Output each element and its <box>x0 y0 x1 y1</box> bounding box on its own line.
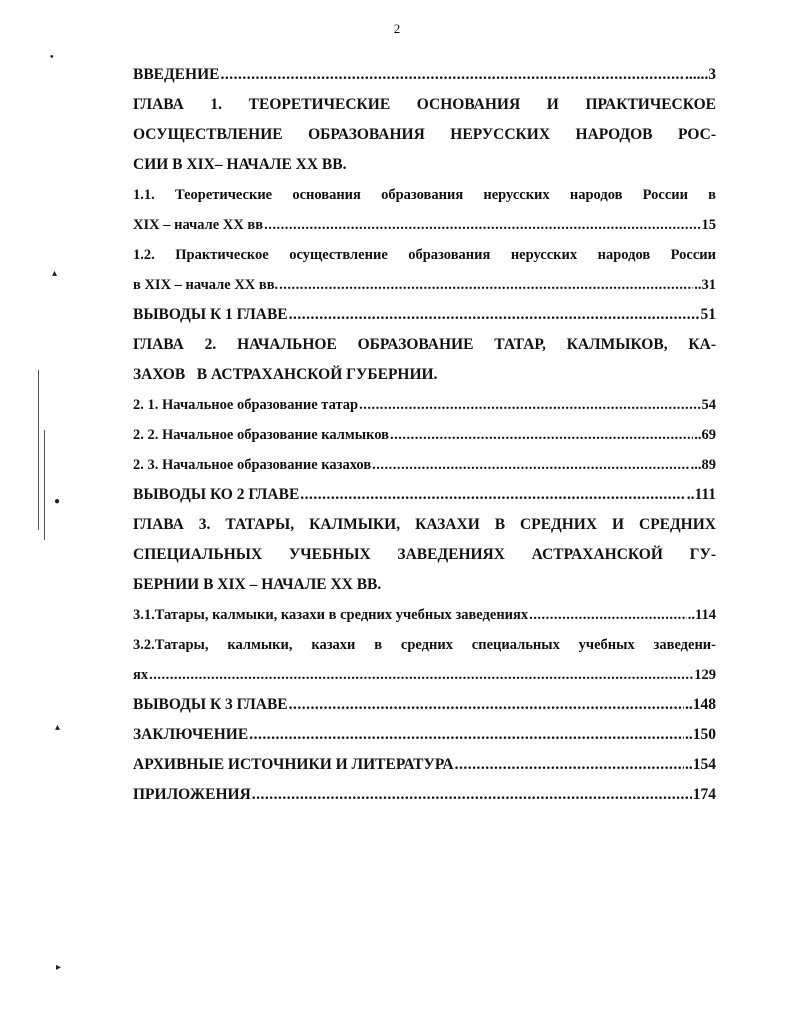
toc-entry-conclusions-3[interactable] <box>133 690 716 720</box>
toc-entry-page: 51 <box>700 306 716 323</box>
toc-entry-label: ВВЕДЕНИЕ <box>133 66 220 83</box>
dot-leader <box>372 450 689 480</box>
chapter-3-heading[interactable]: БЕРНИИ В XIX – НАЧАЛЕ XX ВВ. <box>133 576 382 593</box>
scan-mark: ▴ <box>55 722 61 733</box>
toc-entry-label: ВЫВОДЫ К 1 ГЛАВЕ <box>133 306 288 323</box>
toc-entry-sources[interactable] <box>133 750 716 780</box>
chapter-3-heading[interactable]: СПЕЦИАЛЬНЫХ УЧЕБНЫХ ЗАВЕДЕНИЯХ АСТРАХАНСКОЙ ГУ- <box>133 546 716 563</box>
section-1-2-entry[interactable] <box>133 270 716 300</box>
chapter-3-heading[interactable]: ГЛАВА 3. ТАТАРЫ, КАЛМЫКИ, КАЗАХИ В СРЕДНИХ И СРЕДНИХ <box>133 516 716 533</box>
dot-leader <box>264 210 700 240</box>
dot-leader <box>289 690 684 720</box>
section-3-2-line[interactable]: 3.2.Татары, калмыки, казахи в средних специальных учебных заведени- <box>133 637 716 653</box>
scan-mark: ● <box>54 496 61 507</box>
dot-leader <box>249 720 684 750</box>
section-2-1-entry[interactable] <box>133 390 716 420</box>
toc-entry-label: АРХИВНЫЕ ИСТОЧНИКИ И ЛИТЕРАТУРА <box>133 756 454 773</box>
toc-entry-page: ..150 <box>685 726 716 743</box>
section-1-1-entry[interactable] <box>133 210 716 240</box>
toc-entry-page: ..114 <box>687 607 716 623</box>
scan-mark: ▸ <box>56 962 62 973</box>
dot-leader <box>289 300 700 330</box>
toc-entry-label: ЗАКЛЮЧЕНИЕ <box>133 726 249 743</box>
section-3-2-entry[interactable] <box>133 660 716 690</box>
toc-entry-page: ..148 <box>685 696 716 713</box>
toc-entry-label: ях <box>133 667 149 683</box>
chapter-2-heading[interactable]: ЗАХОВ В АСТРАХАНСКОЙ ГУБЕРНИИ. <box>133 366 438 383</box>
toc-entry-label: 2. 2. Начальное образование калмыков <box>133 427 389 443</box>
toc-entry-label: в XIX – начале XX вв. <box>133 277 279 293</box>
dot-leader <box>252 780 692 810</box>
dot-leader <box>390 420 693 450</box>
dot-leader <box>455 750 684 780</box>
dot-leader <box>359 390 700 420</box>
table-of-contents <box>133 60 716 810</box>
page-number: 2 <box>393 21 401 36</box>
scan-mark: ▴ <box>52 268 58 279</box>
dot-leader <box>279 270 693 300</box>
section-1-1-line[interactable]: 1.1. Теоретические основания образования нерусских народов России в <box>133 187 716 203</box>
chapter-1-heading[interactable]: ГЛАВА 1. ТЕОРЕТИЧЕСКИЕ ОСНОВАНИЯ И ПРАКТИЧЕСКОЕ <box>133 96 716 113</box>
toc-entry-page: 15 <box>701 217 716 233</box>
toc-entry-conclusions-2[interactable] <box>133 480 716 510</box>
toc-entry-page: 54 <box>701 397 716 413</box>
toc-entry-page: ..69 <box>694 427 716 443</box>
toc-entry-page: ......3 <box>685 66 716 83</box>
section-3-1-entry[interactable] <box>133 600 716 630</box>
toc-entry-label: XIX – начале XX вв <box>133 217 264 233</box>
scan-edge-line <box>44 430 45 540</box>
dot-leader <box>529 600 687 630</box>
toc-entry-page: 174 <box>692 786 716 803</box>
toc-entry-label: ВЫВОДЫ К 3 ГЛАВЕ <box>133 696 288 713</box>
toc-entry-page: ..31 <box>694 277 716 293</box>
toc-entry-label: 3.1.Татары, калмыки, казахи в средних учебных заведениях <box>133 607 529 623</box>
chapter-1-heading[interactable]: ОСУЩЕСТВЛЕНИЕ ОБРАЗОВАНИЯ НЕРУССКИХ НАРОДОВ РОС- <box>133 126 716 143</box>
section-2-3-entry[interactable] <box>133 450 716 480</box>
dot-leader <box>220 60 684 90</box>
scan-edge-line <box>38 370 39 530</box>
toc-entry-label: 2. 3. Начальное образование казахов <box>133 457 372 473</box>
section-1-2-line[interactable]: 1.2. Практическое осуществление образования нерусских народов России <box>133 247 716 263</box>
toc-entry-conclusions-1[interactable] <box>133 300 716 330</box>
toc-entry-page: 129 <box>694 667 716 683</box>
toc-entry-label: ВЫВОДЫ КО 2 ГЛАВЕ <box>133 486 300 503</box>
toc-entry-appendices[interactable] <box>133 780 716 810</box>
chapter-1-heading[interactable]: СИИ В XIX– НАЧАЛЕ XX ВВ. <box>133 156 347 173</box>
section-2-2-entry[interactable] <box>133 420 716 450</box>
dot-leader <box>149 660 693 690</box>
scan-mark: • <box>50 52 54 63</box>
toc-entry-conclusion[interactable] <box>133 720 716 750</box>
toc-entry-intro[interactable] <box>133 60 716 90</box>
toc-entry-label: 2. 1. Начальное образование татар <box>133 397 359 413</box>
toc-entry-page: ...89 <box>690 457 716 473</box>
toc-entry-page: ..154 <box>685 756 716 773</box>
toc-entry-page: ..111 <box>686 486 716 503</box>
toc-entry-label: ПРИЛОЖЕНИЯ <box>133 786 251 803</box>
chapter-2-heading[interactable]: ГЛАВА 2. НАЧАЛЬНОЕ ОБРАЗОВАНИЕ ТАТАР, КАЛМЫКОВ, КА- <box>133 336 716 353</box>
dot-leader <box>300 480 685 510</box>
